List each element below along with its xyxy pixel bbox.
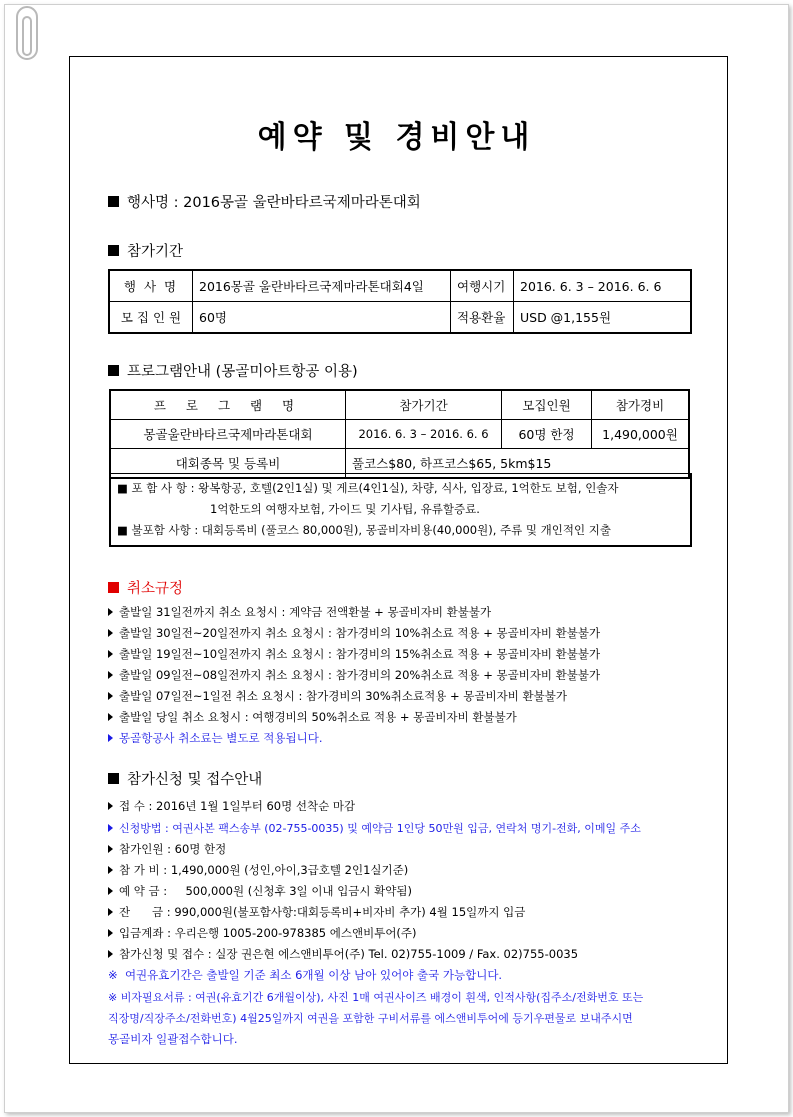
list-item: 예 약 금 : 500,000원 (신청후 3일 이내 입금시 확약됨) [108,883,412,899]
square-bullet-icon [108,196,119,207]
list-item: 입금계좌 : 우리은행 1005-200-978385 에스앤비투어(주) [108,925,417,941]
triangle-bullet-icon [108,845,113,853]
table-cell: 60명 [193,302,451,334]
triangle-bullet-icon [108,692,113,700]
table-cell: 모 집 인 원 [109,302,193,334]
table-header-row [110,390,689,420]
table-row [109,302,691,334]
triangle-bullet-icon [108,866,113,874]
column-header: 참가기간 [346,390,502,420]
list-item: 잔 금 : 990,000원(불포함사항:대회등록비+비자비 추가) 4월 15일까지 입금 [108,904,525,920]
triangle-bullet-icon [108,608,113,616]
event-name-heading: 행사명 : 2016몽골 울란바타르국제마라톤대회 [108,191,421,212]
table-row [109,270,691,302]
visa-note: 직장명/직장주소/전화번호) 4월25일까지 여권을 포함한 구비서류를 에스앤비투어에 등기우편물로 보내주시면 [108,1012,633,1025]
list-item: 참가인원 : 60명 한정 [108,841,226,857]
list-item: 출발일 07일전~1일전 취소 요청시 : 참가경비의 30%취소료적용 + 몽골비자비 환불불가 [108,688,567,704]
triangle-bullet-icon [108,650,113,658]
list-item: 출발일 당일 취소 요청시 : 여행경비의 50%취소료 적용 + 몽골비자비 환불불가 [108,709,517,725]
table-cell: 행 사 명 [109,270,193,302]
table-cell: 여행시기 [451,270,514,302]
trip-info-table [108,269,692,334]
list-item: 몽골항공사 취소료는 별도로 적용됩니다. [108,730,322,746]
apply-heading: 참가신청 및 접수안내 [108,768,262,789]
period-heading: 참가기간 [108,240,183,261]
passport-note: ※ 여권유효기간은 출발일 기준 최소 6개월 이상 남아 있어야 출국 가능합니다. [108,968,503,982]
list-item: 출발일 09일전~08일전까지 취소 요청시 : 참가경비의 20%취소료 적용 + 몽골비자비 환불불가 [108,667,600,683]
column-header: 모집인원 [502,390,592,420]
table-cell: 2016. 6. 3 – 2016. 6. 6 [346,420,502,449]
paperclip-icon [16,6,38,60]
triangle-bullet-icon [108,950,113,958]
table-cell: 몽골울란바타르국제마라톤대회 [110,420,346,449]
program-heading: 프로그램안내 (몽골미아트항공 이용) [108,360,358,381]
list-item: 접 수 : 2016년 1월 1일부터 60명 선착순 마감 [108,798,355,814]
table-row [110,420,689,449]
page-title: 예약 및 경비안내 [257,120,536,155]
column-header: 프 로 그 램 명 [110,390,346,420]
list-item: 출발일 30일전~20일전까지 취소 요청시 : 참가경비의 10%취소료 적용 + 몽골비자비 환불불가 [108,625,600,641]
triangle-bullet-icon [108,802,113,810]
triangle-bullet-icon [108,929,113,937]
table-cell: 풀코스$80, 하프코스$65, 5km$15 [346,449,690,479]
column-header: 참가경비 [592,390,690,420]
list-item: 신청방법 : 여권사본 팩스송부 (02-755-0035) 및 예약금 1인당 50만원 입금, 연락처 명기-전화, 이메일 주소 [108,820,641,836]
square-bullet-icon [108,245,119,256]
triangle-bullet-icon [108,824,113,832]
square-bullet-icon [108,773,119,784]
triangle-bullet-icon [108,734,113,742]
square-bullet-icon [108,365,119,376]
excludes-line: ■ 불포함 사항 : 대회등록비 (풀코스 80,000원), 몽골비자비용(40,000원), 주류 및 개인적인 지출 [117,523,611,537]
program-table [109,389,690,479]
list-item: 참 가 비 : 1,490,000원 (성인,아이,3급호텔 2인1실기준) [108,862,408,878]
list-item: 출발일 19일전~10일전까지 취소 요청시 : 참가경비의 15%취소료 적용 + 몽골비자비 환불불가 [108,646,600,662]
table-cell: 대회종목 및 등록비 [110,449,346,479]
table-cell: 60명 한정 [502,420,592,449]
triangle-bullet-icon [108,671,113,679]
table-cell: 2016몽골 울란바타르국제마라톤대회4일 [193,270,451,302]
triangle-bullet-icon [108,713,113,721]
triangle-bullet-icon [108,629,113,637]
cancel-heading: 취소규정 [108,577,183,598]
visa-note: ※ 비자필요서류 : 여권(유효기간 6개월이상), 사진 1매 여권사이즈 배경이 흰색, 인적사항(집주소/전화번호 또는 [108,991,644,1004]
table-cell: 1,490,000원 [592,420,690,449]
list-item: 출발일 31일전까지 취소 요청시 : 계약금 전액환불 + 몽골비자비 환불불가 [108,604,491,620]
visa-note: 몽골비자 일괄접수합니다. [108,1032,238,1046]
triangle-bullet-icon [108,887,113,895]
triangle-bullet-icon [108,908,113,916]
includes-box [109,473,692,547]
square-bullet-icon [108,582,119,593]
table-cell: 적용환율 [451,302,514,334]
includes-line: 1억한도의 여행자보험, 가이드 및 기사팁, 유류할증료. [210,502,480,516]
table-cell: USD @1,155원 [514,302,692,334]
list-item: 참가신청 및 접수 : 실장 권은현 에스앤비투어(주) Tel. 02)755-1009 / Fax. 02)755-0035 [108,946,578,962]
includes-line: ■ 포 함 사 항 : 왕복항공, 호텔(2인1실) 및 게르(4인1실), 차량, 식사, 입장료, 1억한도 보험, 인솔자 [117,481,619,495]
table-cell: 2016. 6. 3 – 2016. 6. 6 [514,270,692,302]
